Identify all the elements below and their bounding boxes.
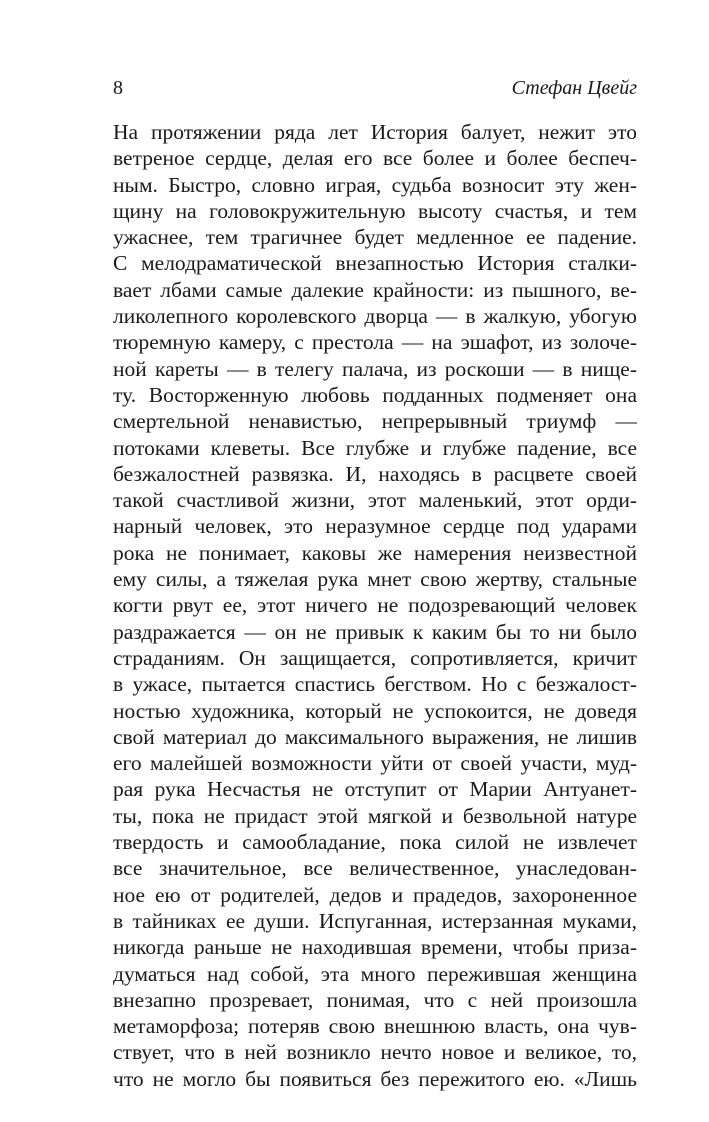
- text-line: ствует, что в ней возникло нечто новое и великое, то,: [113, 1040, 637, 1065]
- text-line: ликолепного королевского дворца — в жалкую, убогую: [113, 304, 637, 329]
- text-line: в ужасе, пытается спастись бегством. Но с безжалост-: [113, 672, 637, 697]
- text-line: вает лбами самые далекие крайности: из пышного, ве-: [113, 277, 637, 302]
- text-line: его малейшей возможности уйти от своей участи, муд-: [113, 751, 637, 776]
- text-line: ему силы, а тяжелая рука мнет свою жертву, стальные: [113, 567, 637, 592]
- text-line: никогда раньше не находившая времени, чтобы приза-: [113, 935, 637, 960]
- text-line: ное ею от родителей, дедов и прадедов, захороненное: [113, 882, 637, 907]
- text-line: На протяжении ряда лет История балует, нежит это: [113, 120, 637, 144]
- text-line: что не могло бы появиться без пережитого ею. «Лишь: [113, 1066, 637, 1091]
- text-line: думаться над собой, эта много пережившая женщина: [113, 961, 637, 986]
- body-text: [113, 119, 637, 1092]
- text-line: внезапно прозревает, понимая, что с ней произошла: [113, 987, 637, 1012]
- text-line: ветреное сердце, делая его все более и более беспеч-: [113, 146, 637, 171]
- text-line: ностью художника, который не успокоится, не доведя: [113, 698, 637, 723]
- text-line: потоками клеветы. Все глубже и глубже падение, все: [113, 435, 637, 460]
- text-line: все значительное, все величественное, унаследован-: [113, 856, 637, 881]
- page-number: 8: [113, 77, 123, 99]
- text-line: С мелодраматической внезапностью История сталки-: [113, 251, 637, 276]
- text-line: ту. Восторженную любовь подданных подменяет она: [113, 382, 637, 407]
- text-line: в тайниках ее души. Испуганная, истерзанная муками,: [113, 908, 637, 933]
- text-line: ной кареты — в телегу палача, из роскоши — в нище-: [113, 356, 637, 381]
- text-line: такой счастливой жизни, этот маленький, этот орди-: [113, 488, 637, 513]
- text-line: смертельной ненавистью, непрерывный триумф —: [113, 409, 637, 434]
- text-line: ным. Быстро, словно играя, судьба возносит эту жен-: [113, 172, 637, 197]
- text-line: ужаснее, тем трагичнее будет медленное ее падение.: [113, 225, 637, 250]
- text-line: ты, пока не придаст этой мягкой и безвольной натуре: [113, 803, 637, 828]
- page-header: [113, 77, 637, 107]
- text-line: раздражается — он не привык к каким бы то ни было: [113, 619, 637, 644]
- text-line: страданиям. Он защищается, сопротивляется, кричит: [113, 645, 637, 670]
- running-title: Стефан Цвейг: [511, 77, 637, 99]
- text-line: метаморфоза; потеряв свою внешнюю власть, она чув-: [113, 1014, 637, 1039]
- text-line: свой материал до максимального выражения, не лишив: [113, 724, 637, 749]
- text-line: щину на головокружительную высоту счастья, и тем: [113, 198, 637, 223]
- text-line: твердость и самообладание, пока силой не извлечет: [113, 830, 637, 855]
- text-line: нарный человек, это неразумное сердце под ударами: [113, 514, 637, 539]
- text-line: когти рвут ее, этот ничего не подозревающий человек: [113, 593, 637, 618]
- text-line: безжалостней развязка. И, находясь в расцвете своей: [113, 461, 637, 486]
- text-line: рока не понимает, каковы же намерения неизвестной: [113, 540, 637, 565]
- text-line: рая рука Несчастья не отступит от Марии Антуанет-: [113, 777, 637, 802]
- text-line: тюремную камеру, с престола — на эшафот, из золоче-: [113, 330, 637, 355]
